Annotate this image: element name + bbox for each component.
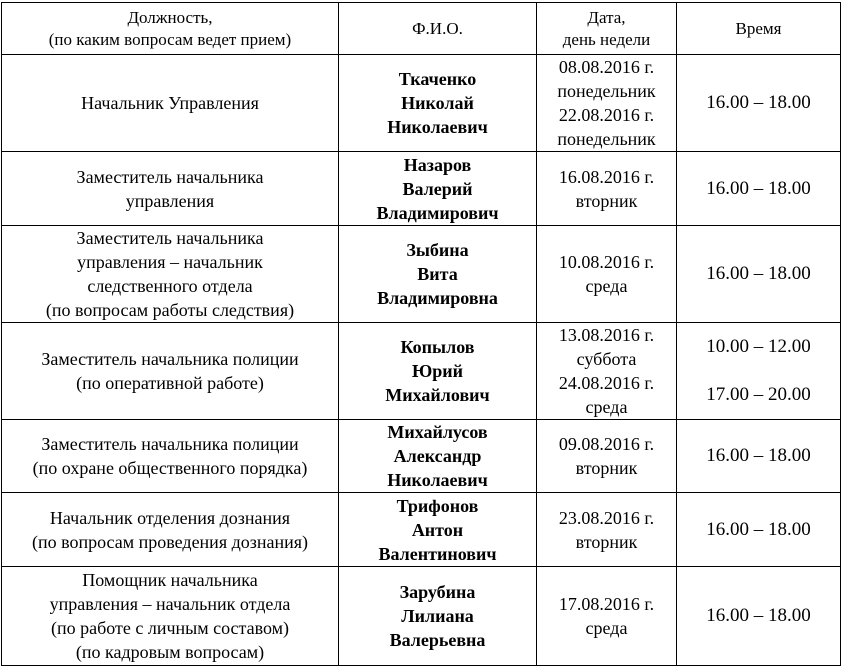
fio-cell: Трифонов Антон Валентинович <box>339 493 537 567</box>
time-cell: 16.00 – 18.00 <box>677 55 841 152</box>
time-cell: 16.00 – 18.00 <box>677 152 841 226</box>
header-date: Дата, день недели <box>537 3 677 55</box>
position-cell: Начальник отделения дознания (по вопросам проведения дознания) <box>2 493 339 567</box>
fio-cell: Михайлусов Александр Николаевич <box>339 420 537 493</box>
date-cell: 08.08.2016 г. понедельник 22.08.2016 г. понедельник <box>537 55 677 152</box>
time-cell: 16.00 – 18.00 <box>677 493 841 567</box>
time-cell: 16.00 – 18.00 <box>677 567 841 666</box>
position-cell: Заместитель начальника управления – начальник следственного отдела (по вопросам работы следствия) <box>2 226 339 323</box>
header-fio: Ф.И.О. <box>339 3 537 55</box>
table-row <box>2 493 841 567</box>
time-cell: 16.00 – 18.00 <box>677 420 841 493</box>
fio-cell: Ткаченко Николай Николаевич <box>339 55 537 152</box>
table-row <box>2 55 841 152</box>
position-cell: Начальник Управления <box>2 55 339 152</box>
date-cell: 23.08.2016 г. вторник <box>537 493 677 567</box>
header-position: Должность, (по каким вопросам ведет прием) <box>2 3 339 55</box>
table-row <box>2 567 841 666</box>
time-cell: 16.00 – 18.00 <box>677 226 841 323</box>
header-row <box>2 3 841 55</box>
date-cell: 17.08.2016 г. среда <box>537 567 677 666</box>
reception-schedule-table <box>1 2 841 666</box>
fio-cell: Назаров Валерий Владимирович <box>339 152 537 226</box>
date-cell: 09.08.2016 г. вторник <box>537 420 677 493</box>
date-cell: 10.08.2016 г. среда <box>537 226 677 323</box>
table-row <box>2 323 841 420</box>
position-cell: Заместитель начальника управления <box>2 152 339 226</box>
table-row <box>2 420 841 493</box>
fio-cell: Зарубина Лилиана Валерьевна <box>339 567 537 666</box>
position-cell: Заместитель начальника полиции (по оперативной работе) <box>2 323 339 420</box>
position-cell: Заместитель начальника полиции (по охране общественного порядка) <box>2 420 339 493</box>
header-time: Время <box>677 3 841 55</box>
table-row <box>2 226 841 323</box>
position-cell: Помощник начальника управления – начальник отдела (по работе с личным составом) (по кадровым вопросам) <box>2 567 339 666</box>
date-cell: 13.08.2016 г. суббота 24.08.2016 г. среда <box>537 323 677 420</box>
fio-cell: Копылов Юрий Михайлович <box>339 323 537 420</box>
table-row <box>2 152 841 226</box>
fio-cell: Зыбина Вита Владимировна <box>339 226 537 323</box>
time-cell: 10.00 – 12.00 17.00 – 20.00 <box>677 323 841 420</box>
date-cell: 16.08.2016 г. вторник <box>537 152 677 226</box>
